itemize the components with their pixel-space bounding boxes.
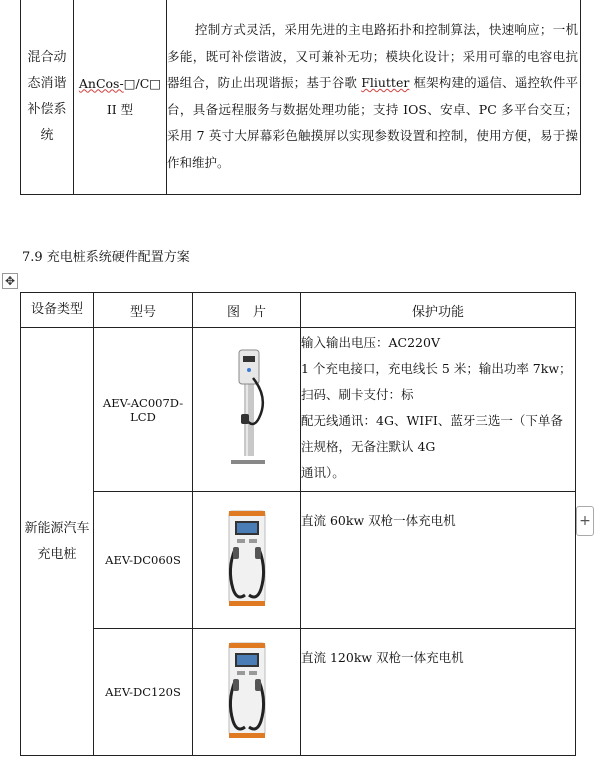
table-row (21, 328, 576, 492)
section-heading: 7.9 充电桩系统硬件配置方案 (22, 250, 190, 265)
product-name-line: 统 (40, 127, 54, 143)
table-header-row (21, 293, 576, 328)
description-text: 控制方式灵活，采用先进的主电路拓扑和控制算法，快速响应；一机多能，既可补偿谐波，又可兼补无功；模块化设计；采用可靠的电容电抗器组合，防止出现谐振；基于谷歌 (167, 22, 578, 90)
product-name-line: 混合动 (27, 49, 67, 65)
picture-cell (193, 492, 301, 629)
function-line: 直流 120kw 双枪一体充电机 (301, 650, 464, 665)
dc-charger-image (219, 641, 275, 741)
header-model: 型号 (94, 293, 193, 328)
header-device-type: 设备类型 (21, 293, 94, 328)
table-move-handle-icon[interactable]: ✥ (2, 273, 18, 289)
model-type: II 型 (106, 101, 134, 117)
function-line: 扫码、刷卡支付：标 (301, 387, 414, 402)
function-cell (301, 629, 576, 756)
product-model-cell (74, 0, 167, 195)
charging-pile-config-table (20, 292, 576, 756)
dc-charger-image (219, 509, 275, 609)
table-row (21, 629, 576, 756)
product-name-line: 补偿系 (27, 101, 67, 117)
function-line: 配无线通讯：4G、WIFI、蓝牙三选一（下单备注规格，无备注默认 4G (301, 413, 563, 454)
ac-charger-image (217, 348, 277, 468)
table-row (21, 0, 581, 195)
function-line: 输入输出电压：AC220V (301, 335, 440, 350)
compensation-system-table (20, 0, 581, 195)
add-column-button[interactable]: + (576, 506, 594, 536)
model-cell: AEV-DC120S (94, 629, 193, 756)
device-type-line: 充电桩 (37, 546, 77, 562)
picture-cell (193, 629, 301, 756)
header-picture: 图 片 (193, 293, 301, 328)
table-row (21, 492, 576, 629)
model-suffix: □/C□ (123, 75, 162, 91)
product-description-cell (167, 0, 581, 195)
description-text-end: 框架构建的遥信、遥控软件平台，具备远程服务与数据处理功能；支持 IOS、安卓、PC 多平台交互；采用 7 英寸大屏幕彩色触摸屏以实现参数设置和控制，使用方便，易于操作和维护。 (167, 75, 578, 170)
product-name-cell (21, 0, 74, 195)
model-prefix: AnCos- (78, 75, 124, 91)
function-cell (301, 492, 576, 629)
function-line: 通讯）。 (301, 465, 345, 480)
function-line: 1 个充电接口，充电线长 5 米；输出功率 7kw； (301, 361, 572, 376)
device-type-line: 新能源汽车 (24, 520, 90, 536)
function-line: 直流 60kw 双枪一体充电机 (301, 513, 456, 528)
function-cell (301, 328, 576, 492)
model-cell: AEV-AC007D-LCD (94, 328, 193, 492)
device-type-cell (21, 328, 94, 756)
description-highlight: Fliutter (361, 75, 410, 90)
header-protection: 保护功能 (301, 293, 576, 328)
model-cell: AEV-DC060S (94, 492, 193, 629)
picture-cell (193, 328, 301, 492)
product-name-line: 态消谐 (27, 75, 67, 91)
